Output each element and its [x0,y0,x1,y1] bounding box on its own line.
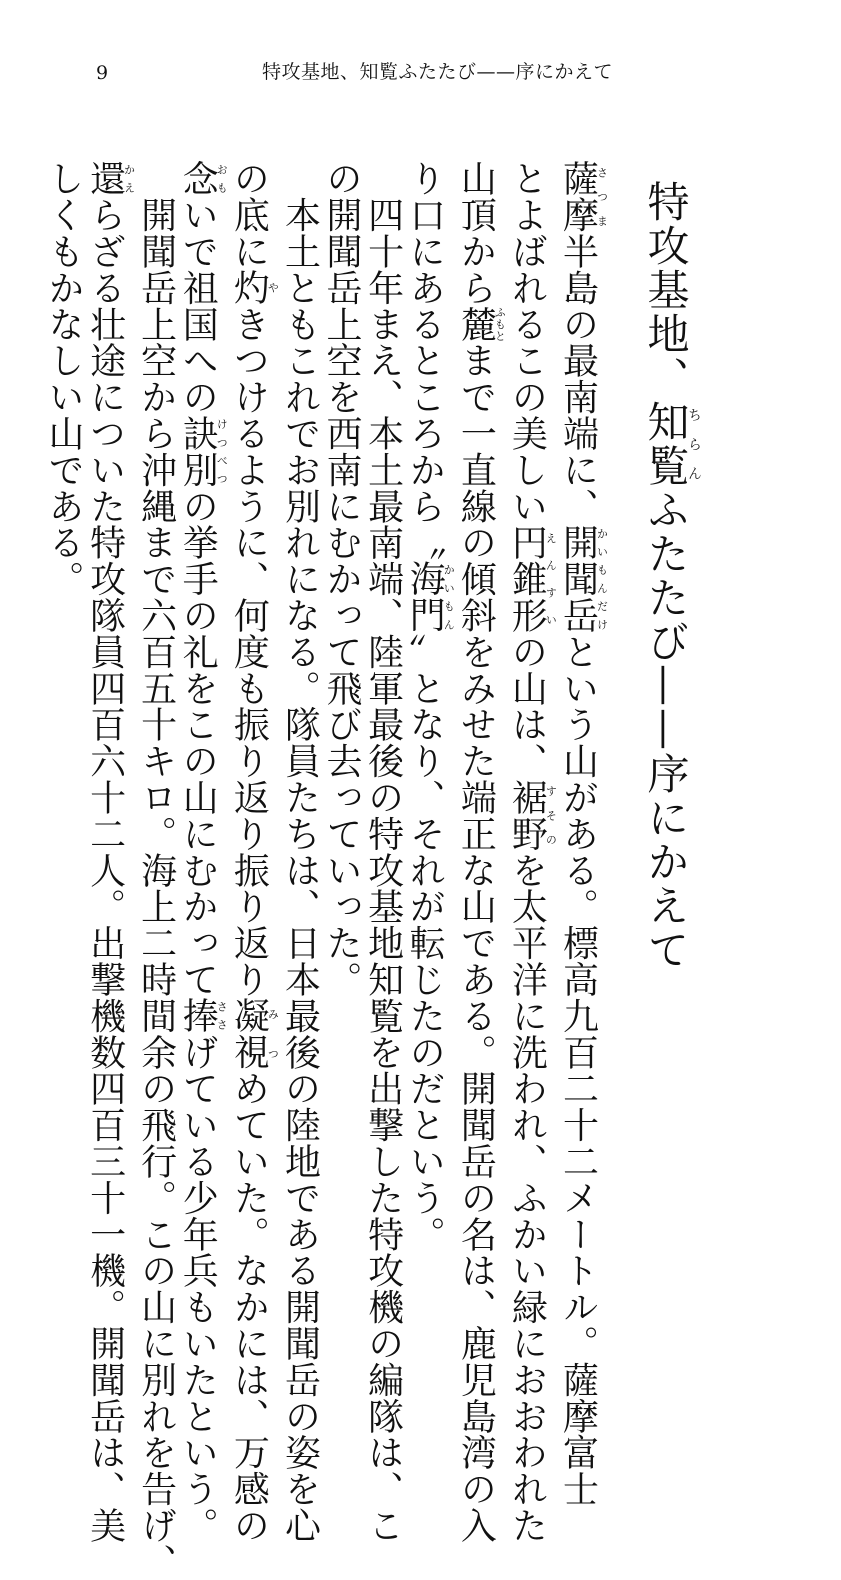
text-run: とよばれるこの美しい [506,160,548,524]
text-run: 山頂から [455,160,497,306]
ruby-reading: かえ [122,160,136,197]
chapter-title-chiran [641,400,702,488]
body-line [177,160,229,1544]
body-line [320,160,362,1120]
body-line [362,160,404,1544]
body-line [455,160,507,1544]
ruby-reading: ふもと [493,305,507,343]
ruby-reading: かいもんだけ [595,524,609,634]
ruby-word [177,997,229,1034]
ruby-word [228,997,280,1071]
page-number: 9 [96,62,109,84]
body-line [404,160,456,1253]
body-line [84,160,136,1544]
chapter-title [641,180,702,972]
body-line [135,160,177,1580]
ruby-reading: や [266,269,280,306]
text-run: まで一直線の傾斜をみせた端正な山である。開聞岳の名は、鹿児島湾の入 [455,342,497,1544]
text-run: 開聞岳上空から沖縄まで六百五十キロ。海上二時間余の飛行。この山に別れを告げ、 [135,160,177,1580]
text-run: めていた。なかには、万感の [228,1070,270,1544]
ruby-reading: えんすい [544,524,558,634]
text-run: の底に [228,160,270,270]
ruby-word [177,160,229,197]
ruby-base: 円錐形 [506,524,548,634]
ruby-base: 還 [84,160,126,197]
ruby-word [557,160,609,233]
ruby-base: 裾野 [506,778,548,852]
ruby-base: 薩摩 [557,160,599,233]
body-line [557,160,609,1507]
ruby-word [228,269,280,306]
ruby-base: 念 [177,160,219,197]
ruby-reading: みつ [266,997,280,1071]
ruby-base: 捧 [177,997,219,1034]
text-run: という山がある。標高九百二十二メートル。薩摩富士 [557,633,599,1507]
ruby-base: 開聞岳 [557,524,599,634]
running-head: 特攻基地、知覧ふたたび——序にかえて [262,61,614,83]
ruby-word [455,305,507,343]
ruby-reading: けつべつ [215,414,229,488]
ruby-word [557,524,609,634]
ruby-word [404,560,456,634]
text-run: 〟となり、それが転じたのだという。 [404,633,446,1253]
chapter-title-chiran-ruby: ちらん [686,400,702,488]
text-run: り口にあるところから〝 [404,160,446,561]
ruby-reading: さつま [595,160,609,233]
text-run: の開聞岳上空を西南にむかって飛び去っていった。 [321,160,363,998]
ruby-word [506,778,558,852]
text-run: の挙手の礼をこの山にむかって [177,487,219,998]
ruby-word [177,414,229,488]
ruby-base: 海門 [404,560,446,634]
text-run: 本土ともこれでお別れになる。隊員たちは、日本最後の陸地である開聞岳の姿を心 [279,160,321,1544]
body-line [228,160,280,1544]
ruby-base: 灼 [228,269,270,306]
body-line [506,160,558,1544]
ruby-reading: ささ [215,997,229,1034]
chapter-title-chiran-base: 知覧 [641,400,691,488]
ruby-reading: すその [544,778,558,852]
text-run: の山は、 [506,633,548,779]
ruby-base: 訣別 [177,414,219,488]
text-run: しくもかなしい山である。 [42,160,84,597]
body-line [279,160,321,1544]
ruby-base: 凝視 [228,997,270,1071]
ruby-reading: かいもん [442,560,456,634]
chapter-title-part1: 特攻基地、 [641,180,691,400]
body-line [42,160,84,1120]
body-text [42,160,609,1580]
chapter-title-part2: ふたたび——序にかえて [641,488,691,972]
ruby-reading: おも [215,160,229,197]
text-run: を太平洋に洗われ、ふかい緑におおわれた [506,851,548,1544]
ruby-word [84,160,136,197]
text-run: げている少年兵もいたという。 [177,1033,219,1544]
ruby-word [506,524,558,634]
text-run: 半島の最南端に、 [557,232,599,525]
text-run: らざる壮途についた特攻隊員四百六十二人。出撃機数四百三十一機。開聞岳は、美 [84,196,126,1544]
ruby-base: 麓 [455,305,497,343]
text-run: きつけるように、何度も振り返り振り返り [228,305,270,998]
text-run: 四十年まえ、本土最南端、陸軍最後の特攻基地知覧を出撃した特攻機の編隊は、こ [362,160,404,1544]
text-run: いで祖国への [177,196,219,415]
